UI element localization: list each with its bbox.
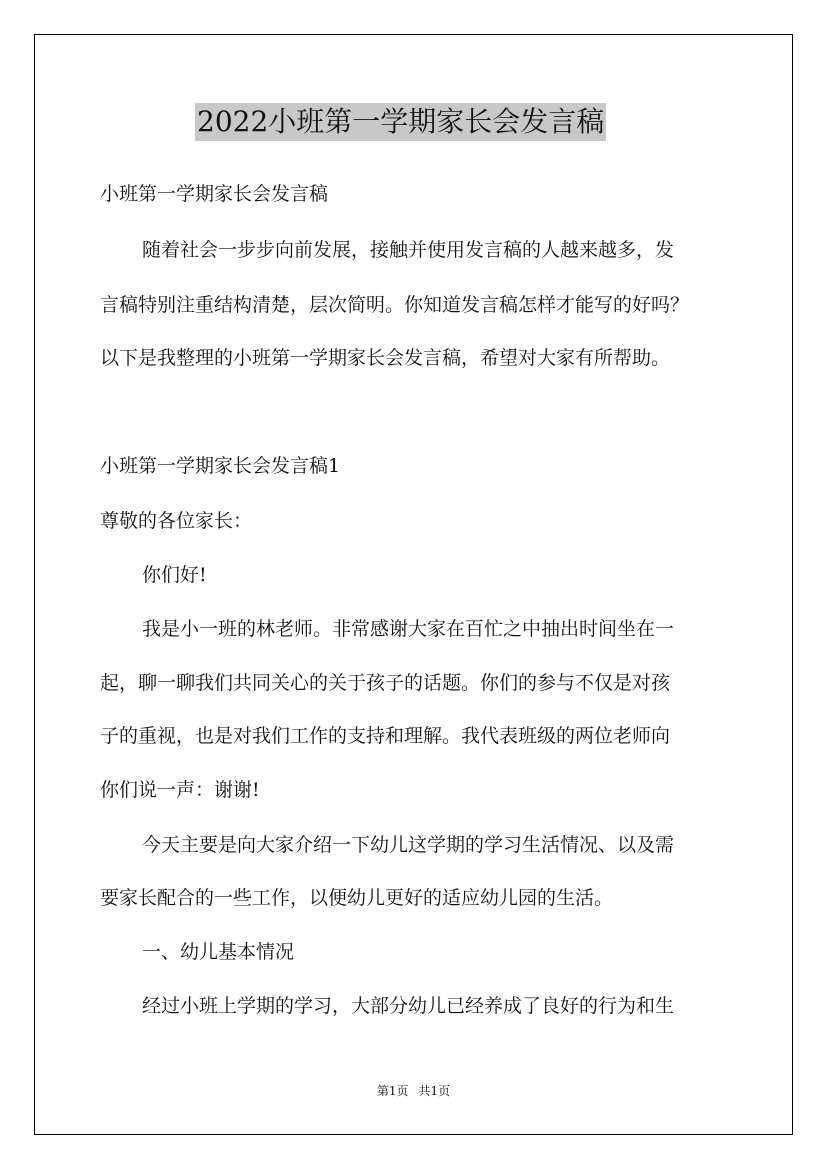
paragraph-line: 起，聊一聊我们共同关心的关于孩子的话题。你们的参与不仅是对孩 <box>100 672 671 694</box>
paragraph-line: 我是小一班的林老师。非常感谢大家在百忙之中抽出时间坐在一 <box>142 618 675 640</box>
paragraph-line: 今天主要是向大家介绍一下幼儿这学期的学习生活情况、以及需 <box>142 834 675 856</box>
page-total: 共1页 <box>418 1084 451 1098</box>
paragraph-line: 子的重视，也是对我们工作的支持和理解。我代表班级的两位老师向 <box>100 725 671 747</box>
subtitle-line: 小班第一学期家长会发言稿 <box>100 183 329 205</box>
paragraph-line: 要家长配合的一些工作，以便幼儿更好的适应幼儿园的生活。 <box>100 887 614 909</box>
document-title: 2022小班第一学期家长会发言稿 <box>195 103 606 141</box>
salutation-line: 尊敬的各位家长： <box>100 510 253 532</box>
page-number: 第1页 <box>376 1084 409 1098</box>
page-footer <box>0 1083 827 1099</box>
section-heading: 小班第一学期家长会发言稿1 <box>100 455 341 477</box>
greeting-line: 你们好! <box>142 564 207 586</box>
paragraph-line: 你们说一声：谢谢! <box>100 779 260 801</box>
paragraph-line: 言稿特别注重结构清楚，层次简明。你知道发言稿怎样才能写的好吗？ <box>100 294 690 316</box>
paragraph-line: 随着社会一步步向前发展，接触并使用发言稿的人越来越多，发 <box>142 239 675 261</box>
subsection-heading: 一、幼儿基本情况 <box>142 941 295 963</box>
paragraph-line: 以下是我整理的小班第一学期家长会发言稿，希望对大家有所帮助。 <box>100 347 671 369</box>
paragraph-line: 经过小班上学期的学习，大部分幼儿已经养成了良好的行为和生 <box>142 995 675 1017</box>
